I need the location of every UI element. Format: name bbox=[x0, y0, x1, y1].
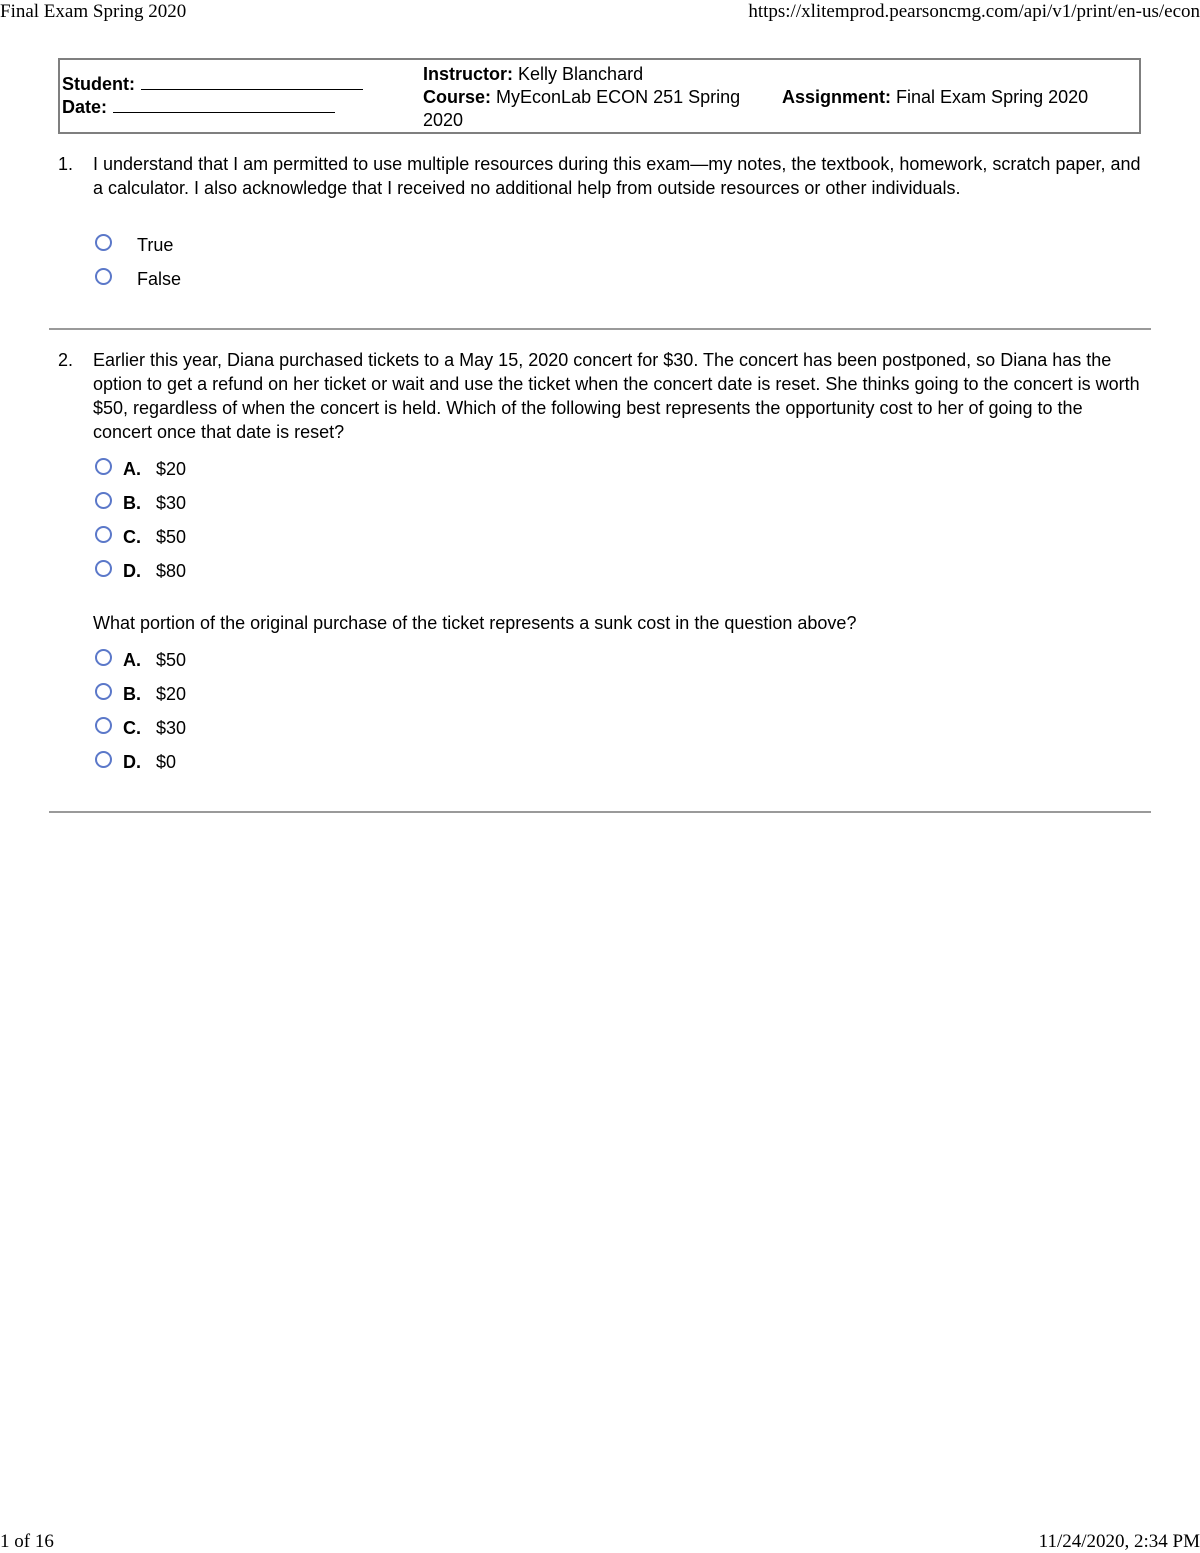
radio-button-icon[interactable] bbox=[95, 458, 112, 475]
course-value: MyEconLab ECON 251 Spring 2020 bbox=[423, 87, 741, 130]
question-1 bbox=[58, 152, 1148, 202]
radio-button-icon[interactable] bbox=[95, 649, 112, 666]
assignment-label: Assignment: bbox=[782, 87, 892, 107]
radio-button-icon[interactable] bbox=[95, 234, 112, 251]
question-divider bbox=[49, 811, 1151, 813]
assignment-value: Final Exam Spring 2020 bbox=[896, 87, 1089, 107]
radio-button-icon[interactable] bbox=[95, 492, 112, 509]
date-label: Date: bbox=[62, 97, 108, 117]
option-letter: B. bbox=[123, 493, 141, 513]
print-header-url: https://xlitemprod.pearsoncmg.com/api/v1/print/en-us/econ bbox=[748, 1, 1200, 22]
question-text: Earlier this year, Diana purchased tickets to a May 15, 2020 concert for $30. The concert has been postponed, so Diana has the option to get a refund on her ticket or wait and use the ticket when the concert date is reset. She thinks going to the concert is worth $50, regardless of when the concert is held. Which of the following best represents the opportunity cost to her of going to the concert once that date is reset? bbox=[93, 350, 1140, 442]
radio-button-icon[interactable] bbox=[95, 683, 112, 700]
print-footer-datetime: 11/24/2020, 2:34 PM bbox=[1038, 1531, 1200, 1552]
option-letter: A. bbox=[123, 650, 141, 670]
course-label: Course: bbox=[423, 87, 492, 107]
followup-question-text: What portion of the original purchase of the ticket represents a sunk cost in the question above? bbox=[93, 613, 857, 633]
instructor-label: Instructor: bbox=[423, 64, 513, 84]
option-value: $20 bbox=[156, 684, 187, 704]
instructor-course-block bbox=[423, 63, 773, 132]
option-value: $50 bbox=[156, 527, 187, 547]
print-header-title: Final Exam Spring 2020 bbox=[0, 1, 187, 22]
question-divider bbox=[49, 328, 1151, 330]
radio-button-icon[interactable] bbox=[95, 560, 112, 577]
radio-button-icon[interactable] bbox=[95, 268, 112, 285]
option-label: True bbox=[137, 235, 174, 255]
option-label: False bbox=[137, 269, 182, 289]
student-label: Student: bbox=[62, 74, 135, 94]
option-value: $30 bbox=[156, 718, 187, 738]
question-2 bbox=[58, 348, 1148, 448]
option-letter: C. bbox=[123, 718, 141, 738]
option-letter: D. bbox=[123, 752, 141, 772]
print-footer-page: 1 of 16 bbox=[0, 1531, 54, 1552]
option-value: $80 bbox=[156, 561, 187, 581]
student-blank bbox=[141, 74, 363, 90]
question-text: I understand that I am permitted to use multiple resources during this exam—my notes, the textbook, homework, scratch paper, and a calculator. I also acknowledge that I received no additional help from outside resources or other individuals. bbox=[93, 154, 1141, 198]
assignment-block bbox=[782, 86, 1088, 109]
option-letter: D. bbox=[123, 561, 141, 581]
question-number: 1. bbox=[58, 154, 74, 174]
radio-button-icon[interactable] bbox=[95, 751, 112, 768]
student-date-block bbox=[62, 73, 392, 119]
option-value: $50 bbox=[156, 650, 187, 670]
option-letter: B. bbox=[123, 684, 141, 704]
radio-button-icon[interactable] bbox=[95, 526, 112, 543]
option-letter: C. bbox=[123, 527, 141, 547]
assignment-info-box bbox=[58, 58, 1141, 134]
question-number: 2. bbox=[58, 350, 74, 370]
instructor-value: Kelly Blanchard bbox=[518, 64, 644, 84]
option-value: $0 bbox=[156, 752, 177, 772]
option-value: $20 bbox=[156, 459, 187, 479]
option-letter: A. bbox=[123, 459, 141, 479]
radio-button-icon[interactable] bbox=[95, 717, 112, 734]
date-blank bbox=[113, 97, 335, 113]
option-value: $30 bbox=[156, 493, 187, 513]
